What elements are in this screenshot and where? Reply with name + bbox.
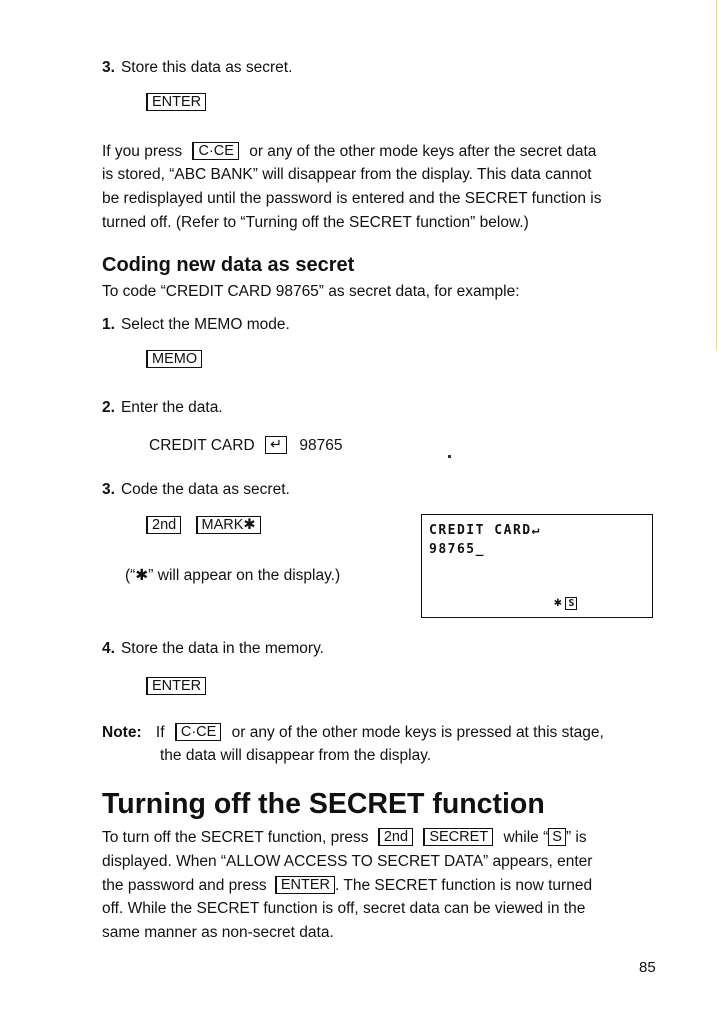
step-1-memo: [102, 316, 290, 334]
step-3-code-secret: [102, 481, 290, 499]
para1-line3: be redisplayed until the password is entered and the SECRET function is: [102, 190, 602, 207]
stray-dot: [448, 455, 451, 458]
step-text: Store this data as secret.: [120, 59, 293, 76]
mark-key: MARK✱: [196, 516, 261, 534]
section-heading-turning-off: Turning off the SECRET function: [102, 788, 545, 820]
sec2-line3: [102, 876, 592, 895]
note-line2: the data will disappear from the display.: [160, 747, 432, 764]
enter-key-label: ENTER: [146, 677, 206, 695]
cce-key-2: C·CE: [175, 723, 221, 741]
s-box-icon: S: [565, 597, 577, 610]
sec2-text-c: ” is: [565, 829, 587, 846]
asterisk-icon: ✱: [554, 595, 564, 610]
step-4-store-memory: [102, 640, 324, 658]
step-2-enter-data: [102, 399, 223, 417]
step-number: 3.: [102, 59, 115, 76]
secret-key: SECRET: [423, 828, 493, 846]
lcd-display: [421, 514, 653, 618]
enter-key-1: [146, 93, 206, 112]
page-number: 85: [639, 959, 656, 976]
section-heading-coding: Coding new data as secret: [102, 254, 355, 276]
sec2-line2: displayed. When “ALLOW ACCESS TO SECRET DATA” appears, enter: [102, 853, 593, 870]
note-label: Note:: [102, 724, 142, 741]
para1-line1: [102, 142, 596, 161]
enter-key-3: ENTER: [275, 876, 335, 894]
2nd-key: 2nd: [146, 516, 181, 534]
note-text-b: or any of the other mode keys is pressed at this stage,: [231, 724, 604, 741]
entry-number: 98765: [299, 437, 343, 454]
para1-text-b: or any of the other mode keys after the secret data: [249, 143, 597, 160]
lcd-line-1: CREDIT CARD↵: [429, 523, 541, 538]
step-number: 4.: [102, 640, 115, 657]
step-number: 2.: [102, 399, 115, 416]
section-intro: To code “CREDIT CARD 98765” as secret data, for example:: [102, 283, 520, 300]
para1-line2: is stored, “ABC BANK” will disappear from the display. This data cannot: [102, 166, 592, 183]
sec2-line1: [102, 828, 587, 847]
sec2-line3-text-b: . The SECRET function is now turned: [335, 877, 593, 894]
data-entry-example: [149, 436, 343, 455]
note-text-a: If: [155, 724, 165, 741]
page-edge: [716, 0, 717, 350]
step-text: Store the data in the memory.: [120, 640, 324, 657]
step-text: Select the MEMO mode.: [120, 316, 290, 333]
sec2-line3-text-a: the password and press: [102, 877, 267, 894]
memo-key: [146, 350, 202, 369]
step-3-store: [102, 59, 292, 77]
sec2-line5: same manner as non-secret data.: [102, 924, 334, 941]
enter-key-2: [146, 677, 206, 696]
step-text: Enter the data.: [120, 399, 223, 416]
step-number: 1.: [102, 316, 115, 333]
para1-line4: turned off. (Refer to “Turning off the SECRET function” below.): [102, 214, 529, 231]
step-number: 3.: [102, 481, 115, 498]
step-text: Code the data as secret.: [120, 481, 290, 498]
entry-text: CREDIT CARD: [149, 437, 255, 454]
sec2-line4: off. While the SECRET function is off, secret data can be viewed in the: [102, 900, 586, 917]
cce-key-1: C·CE: [192, 142, 238, 160]
2nd-key-2: 2nd: [378, 828, 413, 846]
enter-key-label: ENTER: [146, 93, 206, 111]
lcd-line-2: 98765_: [429, 542, 485, 557]
secret-indicator: [554, 595, 577, 610]
sec2-text-b: while “: [503, 829, 549, 846]
sec2-text-a: To turn off the SECRET function, press: [102, 829, 369, 846]
s-box-icon: S: [548, 828, 566, 846]
para1-text-a: If you press: [102, 143, 183, 160]
code-secret-keys: [146, 516, 261, 535]
note-line1: [102, 723, 604, 742]
display-note: (“✱” will appear on the display.): [125, 567, 341, 584]
return-key: ↵: [265, 436, 287, 454]
memo-key-label: MEMO: [146, 350, 202, 368]
